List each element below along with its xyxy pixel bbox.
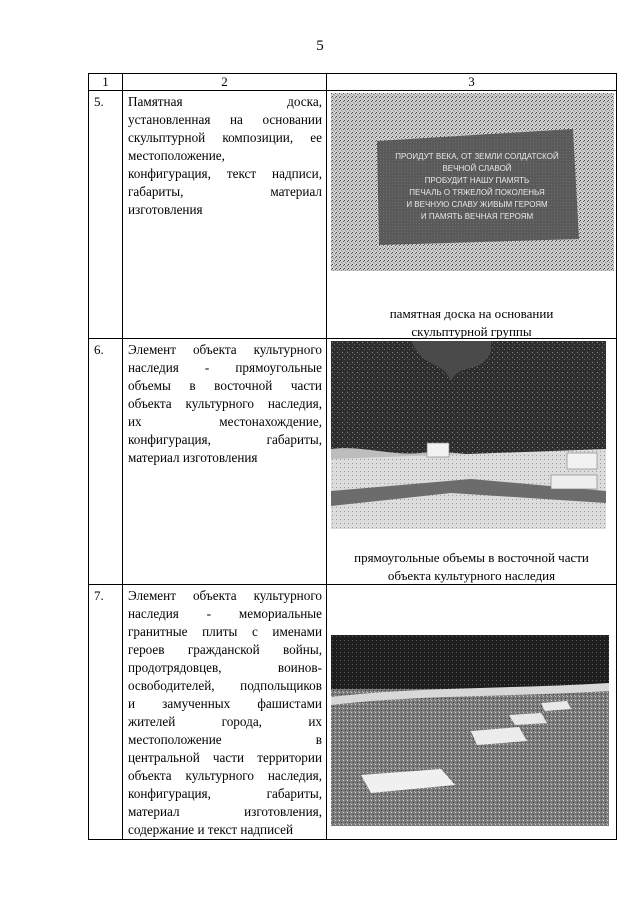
photo-caption xyxy=(327,549,616,585)
table-row xyxy=(89,91,617,339)
description-line: конфигурация, текст надписи, xyxy=(128,166,322,181)
description-line: освободителей, подпольщиков xyxy=(128,678,322,693)
table-row xyxy=(89,585,617,840)
caption-line: прямоугольные объемы в восточной части xyxy=(354,550,589,565)
plaque-line: ПРОБУДИТ НАШУ ПАМЯТЬ xyxy=(424,176,530,185)
table-row xyxy=(89,339,617,585)
description-line: продотрядовцев, воинов- xyxy=(128,660,322,675)
description-line: Памятная доска, xyxy=(128,94,322,109)
granite-slabs-photo xyxy=(331,635,609,826)
description-line: Элемент объекта культурного xyxy=(128,342,322,357)
description-line: изготовления xyxy=(128,202,203,217)
description-line: жителей города, их xyxy=(128,714,322,729)
description-line: и замученных фашистами xyxy=(128,696,322,711)
description-line: конфигурация, габариты, xyxy=(128,432,322,447)
description-line: скульптурной композиции, ее xyxy=(128,130,322,145)
row-number: 6. xyxy=(89,339,123,585)
plaque-line: ВЕЧНОЙ СЛАВОЙ xyxy=(442,164,512,173)
rect-volume xyxy=(551,475,597,489)
description-line: объекта культурного наследия, xyxy=(128,768,322,783)
description-line: центральной части территории xyxy=(128,750,322,765)
rect-volume xyxy=(427,443,449,457)
caption-line: объекта культурного наследия xyxy=(387,568,556,583)
description-line: гранитные плиты с именами xyxy=(128,624,322,639)
row-description xyxy=(123,585,327,840)
table-header-row xyxy=(89,74,617,91)
header-col-2: 2 xyxy=(123,74,327,91)
granite-slab xyxy=(509,713,547,725)
description-line: Элемент объекта культурного xyxy=(128,588,322,603)
row-photo-cell xyxy=(327,91,617,339)
rect-volume xyxy=(567,453,597,469)
plaque-line: ПЕЧАЛЬ О ТЯЖЕЛОЙ ПОКОЛЕНЬЯ xyxy=(409,188,545,197)
description-line: местоположение, xyxy=(128,148,225,163)
row-number: 7. xyxy=(89,585,123,840)
caption-line: памятная доска на основании xyxy=(389,306,554,321)
plaque-slab xyxy=(377,129,579,245)
description-line: героев гражданской войны, xyxy=(128,642,322,657)
description-line: их местонахождение, xyxy=(128,414,322,429)
description-line: материал изготовления, xyxy=(128,804,322,819)
park-volumes-photo xyxy=(331,341,606,529)
description-line: конфигурация, габариты, xyxy=(128,786,322,801)
description-line: объемы в восточной части xyxy=(128,378,322,393)
tree-line xyxy=(331,635,609,689)
description-line: установленная на основании xyxy=(128,112,322,127)
objects-table xyxy=(88,73,617,840)
header-col-1: 1 xyxy=(89,74,123,91)
photo-caption xyxy=(327,305,616,341)
description-line: габариты, материал xyxy=(128,184,322,199)
plaque-line: И ВЕЧНУЮ СЛАВУ ЖИВЫМ ГЕРОЯМ xyxy=(406,200,548,209)
description-line: наследия - мемориальные xyxy=(128,606,322,621)
description-line: содержание и текст надписей xyxy=(128,822,294,837)
row-description xyxy=(123,339,327,585)
page-number: 5 xyxy=(316,38,324,54)
description-line: местоположение в xyxy=(128,732,322,747)
plaque-photo xyxy=(331,93,614,271)
header-col-3: 3 xyxy=(327,74,617,91)
caption-line: скульптурной группы xyxy=(411,324,532,339)
description-line: наследия - прямоугольные xyxy=(128,360,322,375)
row-photo-cell xyxy=(327,585,617,840)
description-line: объекта культурного наследия, xyxy=(128,396,322,411)
plaque-line: ПРОИДУТ ВЕКА, ОТ ЗЕМЛИ СОЛДАТСКОЙ xyxy=(395,152,559,161)
row-description xyxy=(123,91,327,339)
row-number: 5. xyxy=(89,91,123,339)
description-line: материал изготовления xyxy=(128,450,258,465)
plaque-line: И ПАМЯТЬ ВЕЧНАЯ ГЕРОЯМ xyxy=(420,212,534,221)
row-photo-cell xyxy=(327,339,617,585)
